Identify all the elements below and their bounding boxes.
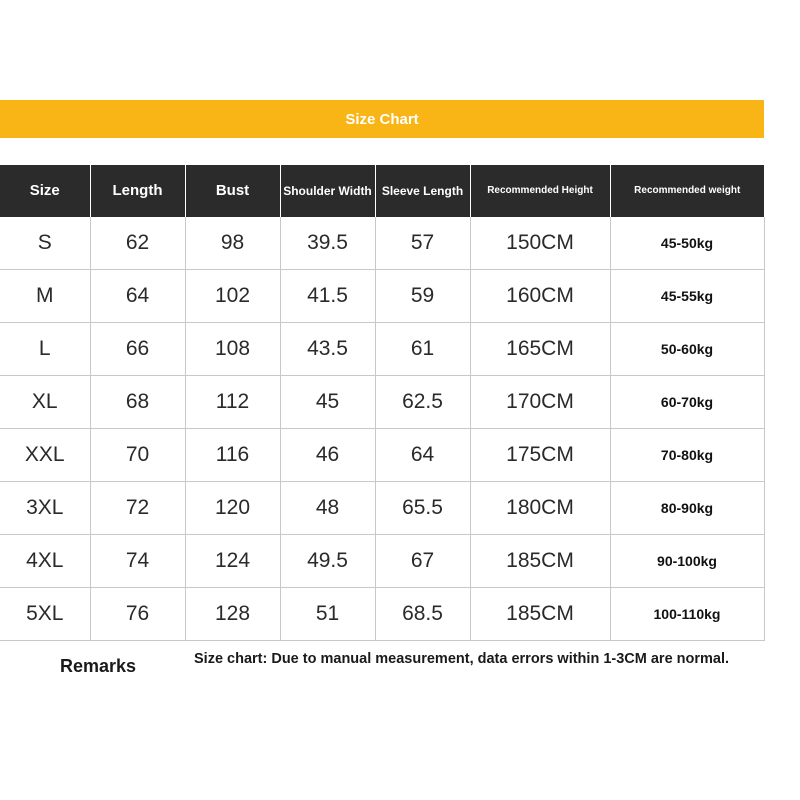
table-body	[0, 217, 764, 641]
cell-length: 66	[90, 323, 185, 376]
cell-recommended-weight: 80-90kg	[610, 482, 764, 535]
cell-length: 70	[90, 429, 185, 482]
cell-size: 3XL	[0, 482, 90, 535]
cell-bust: 98	[185, 217, 280, 270]
header-recommended-height: Recommended Height	[470, 165, 610, 217]
cell-recommended-weight: 60-70kg	[610, 376, 764, 429]
table-row	[0, 588, 764, 641]
cell-recommended-weight: 100-110kg	[610, 588, 764, 641]
cell-length: 74	[90, 535, 185, 588]
cell-shoulder-width: 49.5	[280, 535, 375, 588]
cell-recommended-weight: 70-80kg	[610, 429, 764, 482]
cell-recommended-weight: 45-50kg	[610, 217, 764, 270]
cell-sleeve-length: 68.5	[375, 588, 470, 641]
table-row	[0, 323, 764, 376]
cell-bust: 116	[185, 429, 280, 482]
cell-sleeve-length: 64	[375, 429, 470, 482]
cell-shoulder-width: 45	[280, 376, 375, 429]
cell-size: XL	[0, 376, 90, 429]
cell-size: L	[0, 323, 90, 376]
cell-bust: 102	[185, 270, 280, 323]
cell-size: S	[0, 217, 90, 270]
table-row	[0, 535, 764, 588]
table-row	[0, 217, 764, 270]
header-shoulder-width: Shoulder Width	[280, 165, 375, 217]
header-bust: Bust	[185, 165, 280, 217]
cell-size: 5XL	[0, 588, 90, 641]
cell-recommended-height: 160CM	[470, 270, 610, 323]
cell-length: 64	[90, 270, 185, 323]
cell-bust: 112	[185, 376, 280, 429]
cell-sleeve-length: 61	[375, 323, 470, 376]
cell-bust: 128	[185, 588, 280, 641]
cell-length: 76	[90, 588, 185, 641]
cell-recommended-weight: 45-55kg	[610, 270, 764, 323]
cell-bust: 108	[185, 323, 280, 376]
cell-bust: 120	[185, 482, 280, 535]
header-recommended-weight: Recommended weight	[610, 165, 764, 217]
table-header-row	[0, 165, 764, 217]
cell-shoulder-width: 39.5	[280, 217, 375, 270]
cell-recommended-height: 180CM	[470, 482, 610, 535]
size-table	[0, 165, 765, 641]
cell-sleeve-length: 62.5	[375, 376, 470, 429]
cell-shoulder-width: 41.5	[280, 270, 375, 323]
cell-recommended-height: 150CM	[470, 217, 610, 270]
cell-recommended-weight: 90-100kg	[610, 535, 764, 588]
cell-shoulder-width: 48	[280, 482, 375, 535]
size-chart-title: Size Chart	[0, 100, 764, 138]
header-size: Size	[0, 165, 90, 217]
cell-shoulder-width: 46	[280, 429, 375, 482]
cell-sleeve-length: 67	[375, 535, 470, 588]
table-row	[0, 270, 764, 323]
cell-size: M	[0, 270, 90, 323]
cell-recommended-weight: 50-60kg	[610, 323, 764, 376]
cell-bust: 124	[185, 535, 280, 588]
cell-length: 62	[90, 217, 185, 270]
cell-sleeve-length: 59	[375, 270, 470, 323]
cell-sleeve-length: 65.5	[375, 482, 470, 535]
cell-shoulder-width: 43.5	[280, 323, 375, 376]
remarks-label: Remarks	[60, 656, 137, 676]
cell-length: 68	[90, 376, 185, 429]
cell-recommended-height: 185CM	[470, 535, 610, 588]
remarks-text: Size chart: Due to manual measurement, data errors within 1-3CM are normal.	[194, 651, 730, 667]
cell-size: XXL	[0, 429, 90, 482]
table-row	[0, 482, 764, 535]
cell-sleeve-length: 57	[375, 217, 470, 270]
header-length: Length	[90, 165, 185, 217]
cell-recommended-height: 185CM	[470, 588, 610, 641]
header-sleeve-length: Sleeve Length	[375, 165, 470, 217]
cell-recommended-height: 165CM	[470, 323, 610, 376]
cell-length: 72	[90, 482, 185, 535]
cell-shoulder-width: 51	[280, 588, 375, 641]
cell-recommended-height: 175CM	[470, 429, 610, 482]
cell-recommended-height: 170CM	[470, 376, 610, 429]
table-row	[0, 429, 764, 482]
table-row	[0, 376, 764, 429]
cell-size: 4XL	[0, 535, 90, 588]
